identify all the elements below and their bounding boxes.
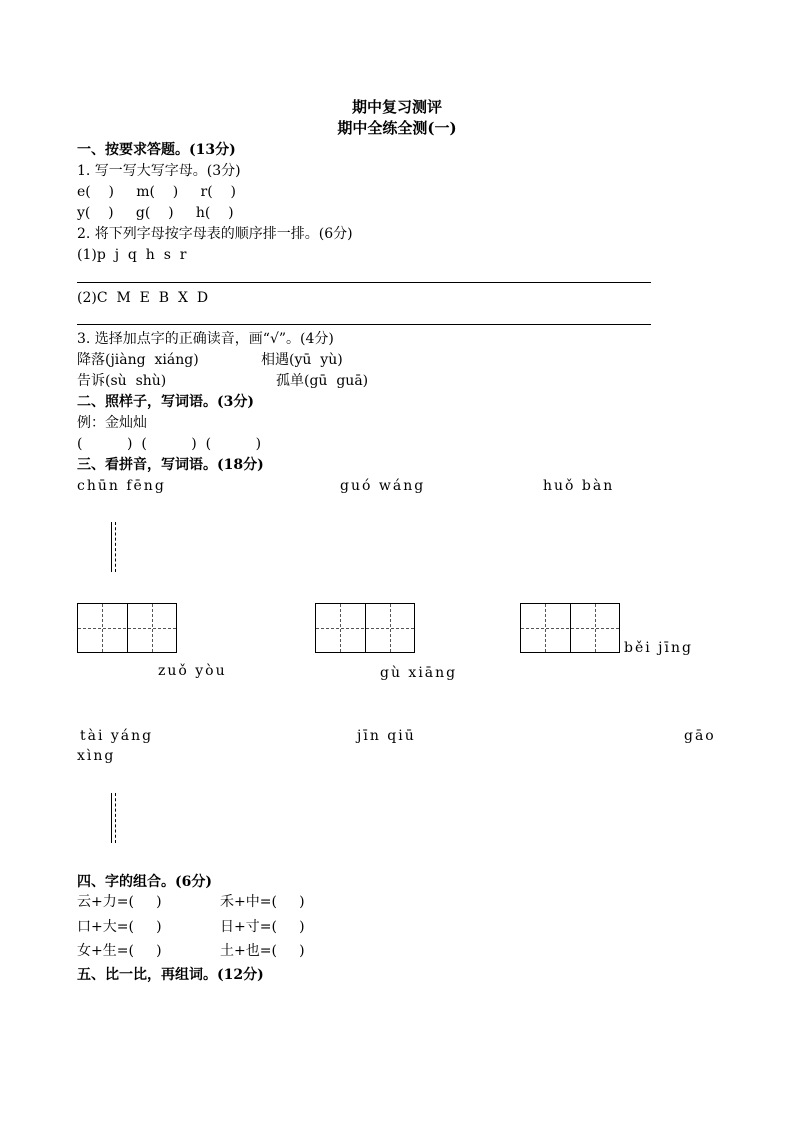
question-2-part-1: (1)p j q h s r	[77, 247, 187, 263]
pinyin-bei-jing: běi jīng	[624, 640, 693, 656]
writing-box-edge	[111, 522, 116, 572]
question-3: 3. 选择加点字的正确读音，画“√”。(4分)	[77, 331, 334, 347]
combo-row-2-b: 日+寸=( )	[220, 919, 305, 935]
section-2-heading: 二、照样子，写词语。(3分)	[77, 394, 254, 410]
question-2-part-2: (2)C M E B X D	[77, 290, 209, 306]
section-1-heading: 一、按要求答题。(13分)	[77, 142, 236, 158]
question-1-row-1: e( ) m( ) r( )	[77, 184, 236, 200]
page-title: 期中复习测评	[351, 98, 442, 116]
section-5-heading: 五、比一比，再组词。(12分)	[77, 967, 264, 983]
pinyin-zuo-you: zuǒ yòu	[158, 663, 227, 679]
combo-row-1-a: 云+力=( )	[77, 894, 162, 910]
question-1-row-2: y( ) g( ) h( )	[77, 205, 234, 221]
pinyin-chun-feng: chūn fēng	[77, 478, 166, 494]
pinyin-tai-yang: tài yáng	[80, 728, 154, 744]
question-2: 2. 将下列字母按字母表的顺序排一排。(6分)	[77, 226, 353, 242]
pinyin-jin-qiu: jīn qiū	[357, 728, 416, 744]
pinyin-gao: gāo	[684, 728, 716, 744]
pinyin-huo-ban: huǒ bàn	[543, 478, 615, 494]
writing-grid-1[interactable]	[77, 603, 177, 653]
page-subtitle: 期中全练全测(一)	[337, 119, 457, 137]
question-1: 1. 写一写大写字母。(3分)	[77, 163, 241, 179]
combo-row-3-b: 土+也=( )	[220, 943, 305, 959]
section-4-heading: 四、字的组合。(6分)	[77, 874, 212, 890]
section-3-heading: 三、看拼音，写词语。(18分)	[77, 457, 264, 473]
question-3-item-3: 告诉(sù shù)	[77, 373, 167, 389]
answer-line-1	[77, 282, 651, 283]
combo-row-2-a: 口+大=( )	[77, 919, 162, 935]
writing-grid-3[interactable]	[520, 603, 620, 653]
question-3-item-4: 孤单(gū guā)	[276, 373, 369, 389]
pinyin-gu-xiang: gù xiāng	[380, 665, 458, 681]
question-3-item-1: 降落(jiàng xiáng)	[77, 352, 199, 368]
answer-blanks: ( ) ( ) ( )	[77, 436, 262, 452]
combo-row-1-b: 禾+中=( )	[220, 894, 305, 910]
example-word: 例：金灿灿	[77, 415, 147, 431]
pinyin-xing: xìng	[77, 748, 116, 764]
pinyin-guo-wang: guó wáng	[340, 478, 426, 494]
question-3-item-2: 相遇(yū yù)	[261, 352, 343, 368]
writing-box-edge-2	[111, 793, 116, 843]
combo-row-3-a: 女+生=( )	[77, 943, 162, 959]
writing-grid-2[interactable]	[315, 603, 415, 653]
answer-line-2	[77, 324, 651, 325]
